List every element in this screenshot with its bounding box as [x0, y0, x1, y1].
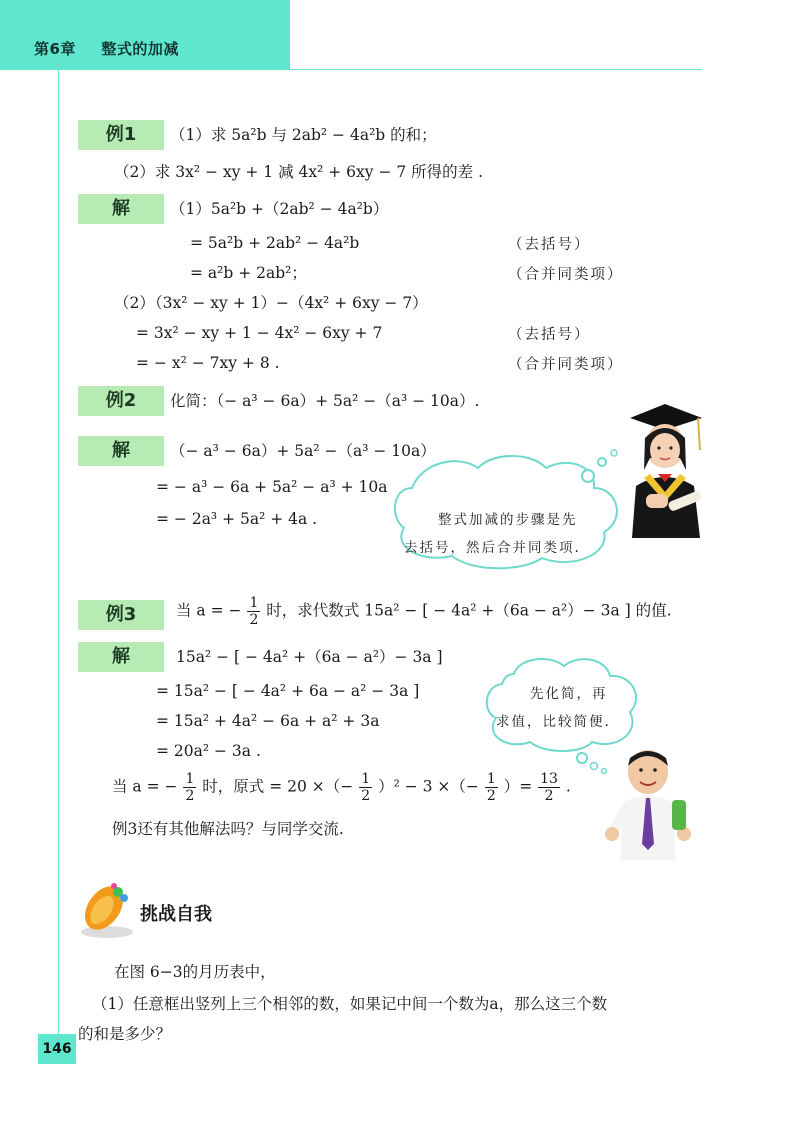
example-3-question: [176, 596, 672, 627]
ex1-step-3: = a²b + 2ab²；: [190, 264, 307, 282]
fraction-numerator: 1: [185, 771, 195, 787]
header-rule: [290, 69, 702, 70]
fraction-denominator: 2: [544, 788, 554, 804]
fraction-numerator: 1: [361, 771, 371, 787]
ex3-eval-fraction-3: [485, 772, 498, 803]
chapter-title: 整式的加减: [101, 40, 179, 58]
ex3-q-fraction: [247, 596, 260, 627]
ex1-step-2: = 5a²b + 2ab² − 4a²b: [190, 234, 360, 252]
example-3-label: 例3: [78, 600, 164, 630]
ex1-step-1: （1）5a²b +（2ab² − 4a²b）: [170, 200, 389, 218]
ex1-step-5-note: （去括号）: [508, 327, 591, 343]
example-1-question-1: （1）求 5a²b 与 2ab² − 4a²b 的和；: [170, 126, 437, 144]
ex1-step-6-note: （合并同类项）: [508, 357, 624, 373]
ex3-eval-mid-2: ）² − 3 ×（−: [378, 777, 479, 796]
challenge-paragraph-3: 的和是多少？: [78, 1025, 172, 1043]
ex3-step-2: = 15a² − [ − 4a² + 6a − a² − 3a ]: [156, 682, 420, 700]
ex3-q-post: 时，求代数式 15a² − [ − 4a² +（6a − a²）− 3a ] 的值.: [266, 601, 672, 620]
ex3-eval-result: [538, 772, 560, 803]
ex3-eval-fraction-2: [359, 772, 372, 803]
ex2-step-1: （− a³ − 6a）+ 5a² −（a³ − 10a）: [170, 442, 436, 460]
chapter-header-band: [0, 0, 290, 70]
ex1-step-3-note: （合并同类项）: [508, 267, 624, 283]
fraction-denominator: 2: [361, 788, 371, 804]
ex3-eval-fraction-1: [183, 772, 196, 803]
fraction-denominator: 2: [185, 788, 195, 804]
fraction-numerator: 1: [486, 771, 496, 787]
ex3-q-pre: 当 a = −: [176, 601, 242, 620]
ex3-eval-pre: 当 a = −: [112, 777, 178, 796]
ex3-eval-mid-1: 时，原式 = 20 ×（−: [202, 777, 354, 796]
page-number: 146: [38, 1034, 76, 1064]
example-1-solution-label: 解: [78, 194, 164, 224]
challenge-paragraph-2: （1）任意框出竖列上三个相邻的数，如果记中间一个数为a，那么这三个数: [92, 995, 608, 1013]
example-1-question-2: （2）求 3x² − xy + 1 减 4x² + 6xy − 7 所得的差 .: [114, 163, 484, 181]
bubble-simplify-line-1: 先化简，再: [530, 686, 608, 702]
fraction-denominator: 2: [486, 788, 496, 804]
ex3-eval-mid-3: ）=: [503, 777, 533, 796]
challenge-paragraph-1: 在图 6−3的月历表中，: [114, 963, 276, 981]
student-boy-illustration: [598, 744, 698, 860]
ex2-step-3: = − 2a³ + 5a² + 4a .: [156, 510, 318, 528]
ex3-step-4: = 20a² − 3a .: [156, 742, 261, 760]
ex3-followup: 例3还有其他解法吗？与同学交流.: [112, 820, 344, 838]
margin-rule: [58, 70, 59, 1040]
ex1-step-4: （2）（3x² − xy + 1）−（4x² + 6xy − 7）: [114, 294, 428, 312]
ex3-q-numerator: 1: [249, 595, 259, 611]
fraction-numerator: 13: [540, 771, 558, 787]
example-3-solution-label: 解: [78, 642, 164, 672]
ex3-eval-end: .: [565, 777, 571, 796]
ex3-evaluation: [112, 772, 571, 803]
ex3-q-denominator: 2: [249, 612, 259, 628]
challenge-leaf-icon: [78, 878, 136, 940]
chapter-number: 第6章: [34, 40, 76, 58]
example-2-label: 例2: [78, 386, 164, 416]
ex1-step-6: = − x² − 7xy + 8 .: [136, 354, 280, 372]
chapter-header: [34, 38, 179, 59]
ex3-step-3: = 15a² + 4a² − 6a + a² + 3a: [156, 712, 380, 730]
ex3-step-1: 15a² − [ − 4a² +（6a − a²）− 3a ]: [176, 648, 443, 666]
bubble-steps-line-1: 整式加减的步骤是先: [438, 512, 578, 528]
ex2-step-2: = − a³ − 6a + 5a² − a³ + 10a: [156, 478, 388, 496]
bubble-simplify-line-2: 求值，比较简便.: [496, 714, 611, 730]
ex1-step-5: = 3x² − xy + 1 − 4x² − 6xy + 7: [136, 324, 383, 342]
bubble-steps-line-2: 去括号，然后合并同类项.: [404, 540, 581, 556]
example-1-label: 例1: [78, 120, 164, 150]
challenge-title: 挑战自我: [140, 904, 212, 925]
example-2-solution-label: 解: [78, 436, 164, 466]
example-2-question: 化简：（− a³ − 6a）+ 5a² −（a³ − 10a）.: [170, 392, 480, 410]
ex1-step-2-note: （去括号）: [508, 237, 591, 253]
